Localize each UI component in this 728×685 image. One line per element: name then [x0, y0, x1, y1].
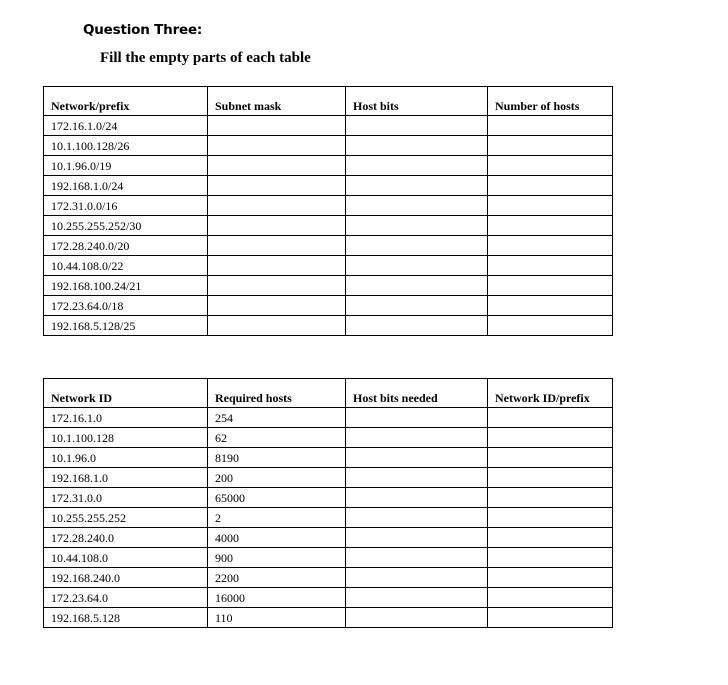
- table-cell: [488, 488, 613, 508]
- table-cell: 192.168.100.24/21: [44, 276, 208, 296]
- table-cell: 172.23.64.0: [44, 588, 208, 608]
- table-row: [44, 276, 613, 296]
- table-cell: [488, 316, 613, 336]
- table-cell: [346, 156, 488, 176]
- table-cell: [488, 236, 613, 256]
- table-cell: [346, 136, 488, 156]
- table-cell: [488, 568, 613, 588]
- table-cell: [346, 548, 488, 568]
- table-cell: 172.23.64.0/18: [44, 296, 208, 316]
- table-cell: [488, 256, 613, 276]
- table-row: [44, 136, 613, 156]
- column-header: Subnet mask: [208, 87, 346, 116]
- table-cell: [346, 508, 488, 528]
- table-cell: [346, 216, 488, 236]
- table-cell: 172.28.240.0: [44, 528, 208, 548]
- table-cell: 192.168.5.128/25: [44, 316, 208, 336]
- table-cell: [346, 608, 488, 628]
- column-header: Network ID/prefix: [488, 379, 613, 408]
- table-cell: 8190: [208, 448, 346, 468]
- table-cell: 192.168.1.0/24: [44, 176, 208, 196]
- column-header: Host bits needed: [346, 379, 488, 408]
- table-row: [44, 196, 613, 216]
- table-cell: [488, 528, 613, 548]
- table-row: [44, 236, 613, 256]
- column-header: Required hosts: [208, 379, 346, 408]
- table-cell: [346, 408, 488, 428]
- table-cell: 900: [208, 548, 346, 568]
- table-cell: 2200: [208, 568, 346, 588]
- table-row: [44, 428, 613, 448]
- table-row: [44, 568, 613, 588]
- table-cell: [346, 276, 488, 296]
- table-cell: 10.255.255.252/30: [44, 216, 208, 236]
- table-row: [44, 156, 613, 176]
- table-cell: [346, 528, 488, 548]
- table-cell: [488, 216, 613, 236]
- table-cell: [488, 116, 613, 136]
- table-row: [44, 448, 613, 468]
- table-cell: 10.1.100.128/26: [44, 136, 208, 156]
- table-cell: 62: [208, 428, 346, 448]
- table-cell: [346, 588, 488, 608]
- table-cell: [208, 236, 346, 256]
- table-cell: 10.44.108.0: [44, 548, 208, 568]
- table-cell: 65000: [208, 488, 346, 508]
- table-cell: 192.168.5.128: [44, 608, 208, 628]
- table-cell: [208, 316, 346, 336]
- table-cell: [488, 548, 613, 568]
- instruction-text: Fill the empty parts of each table: [100, 50, 311, 66]
- table-cell: [346, 176, 488, 196]
- table-cell: [488, 276, 613, 296]
- column-header: Host bits: [346, 87, 488, 116]
- table-cell: [346, 196, 488, 216]
- table-cell: [488, 448, 613, 468]
- table-cell: [208, 296, 346, 316]
- table-row: [44, 548, 613, 568]
- table-cell: 172.31.0.0/16: [44, 196, 208, 216]
- table-cell: [488, 196, 613, 216]
- table-cell: 192.168.1.0: [44, 468, 208, 488]
- table-cell: [346, 568, 488, 588]
- table-header-row: [44, 87, 613, 116]
- table-cell: [208, 196, 346, 216]
- table-cell: [488, 468, 613, 488]
- table-cell: 2: [208, 508, 346, 528]
- table-cell: [208, 276, 346, 296]
- table-cell: [488, 296, 613, 316]
- question-title: Question Three:: [83, 22, 203, 38]
- table-cell: [208, 116, 346, 136]
- table-row: [44, 488, 613, 508]
- table-row: [44, 508, 613, 528]
- table-cell: [208, 136, 346, 156]
- table-cell: [208, 176, 346, 196]
- table-cell: [346, 428, 488, 448]
- table-row: [44, 116, 613, 136]
- column-header: Network ID: [44, 379, 208, 408]
- table-cell: [346, 296, 488, 316]
- table-cell: [488, 176, 613, 196]
- table-cell: 254: [208, 408, 346, 428]
- table-cell: 172.31.0.0: [44, 488, 208, 508]
- table-row: [44, 468, 613, 488]
- host-requirements-table: [43, 378, 613, 628]
- table-header-row: [44, 379, 613, 408]
- table-cell: [488, 428, 613, 448]
- table-cell: [208, 216, 346, 236]
- table-cell: 10.1.100.128: [44, 428, 208, 448]
- table-row: [44, 316, 613, 336]
- table-cell: 110: [208, 608, 346, 628]
- table-cell: 10.255.255.252: [44, 508, 208, 528]
- table-row: [44, 296, 613, 316]
- table-cell: [346, 468, 488, 488]
- table-cell: 16000: [208, 588, 346, 608]
- table-row: [44, 528, 613, 548]
- table-cell: 172.16.1.0/24: [44, 116, 208, 136]
- subnet-table: [43, 86, 613, 336]
- table-cell: [488, 508, 613, 528]
- table-cell: [208, 156, 346, 176]
- table-cell: 172.28.240.0/20: [44, 236, 208, 256]
- column-header: Network/prefix: [44, 87, 208, 116]
- table-cell: [346, 488, 488, 508]
- table-row: [44, 588, 613, 608]
- table-cell: 10.44.108.0/22: [44, 256, 208, 276]
- table-cell: [346, 236, 488, 256]
- table-cell: [346, 448, 488, 468]
- table-cell: 10.1.96.0: [44, 448, 208, 468]
- table-cell: [488, 136, 613, 156]
- table-row: [44, 608, 613, 628]
- table-row: [44, 176, 613, 196]
- table-cell: 200: [208, 468, 346, 488]
- table-cell: 10.1.96.0/19: [44, 156, 208, 176]
- table-cell: [346, 316, 488, 336]
- table-cell: [346, 256, 488, 276]
- table-row: [44, 408, 613, 428]
- column-header: Number of hosts: [488, 87, 613, 116]
- table-cell: 172.16.1.0: [44, 408, 208, 428]
- table-row: [44, 216, 613, 236]
- table-cell: [346, 116, 488, 136]
- table-row: [44, 256, 613, 276]
- table-cell: [488, 588, 613, 608]
- table-cell: [488, 408, 613, 428]
- table-cell: [208, 256, 346, 276]
- table-cell: 192.168.240.0: [44, 568, 208, 588]
- table-cell: [488, 156, 613, 176]
- table-cell: 4000: [208, 528, 346, 548]
- table-cell: [488, 608, 613, 628]
